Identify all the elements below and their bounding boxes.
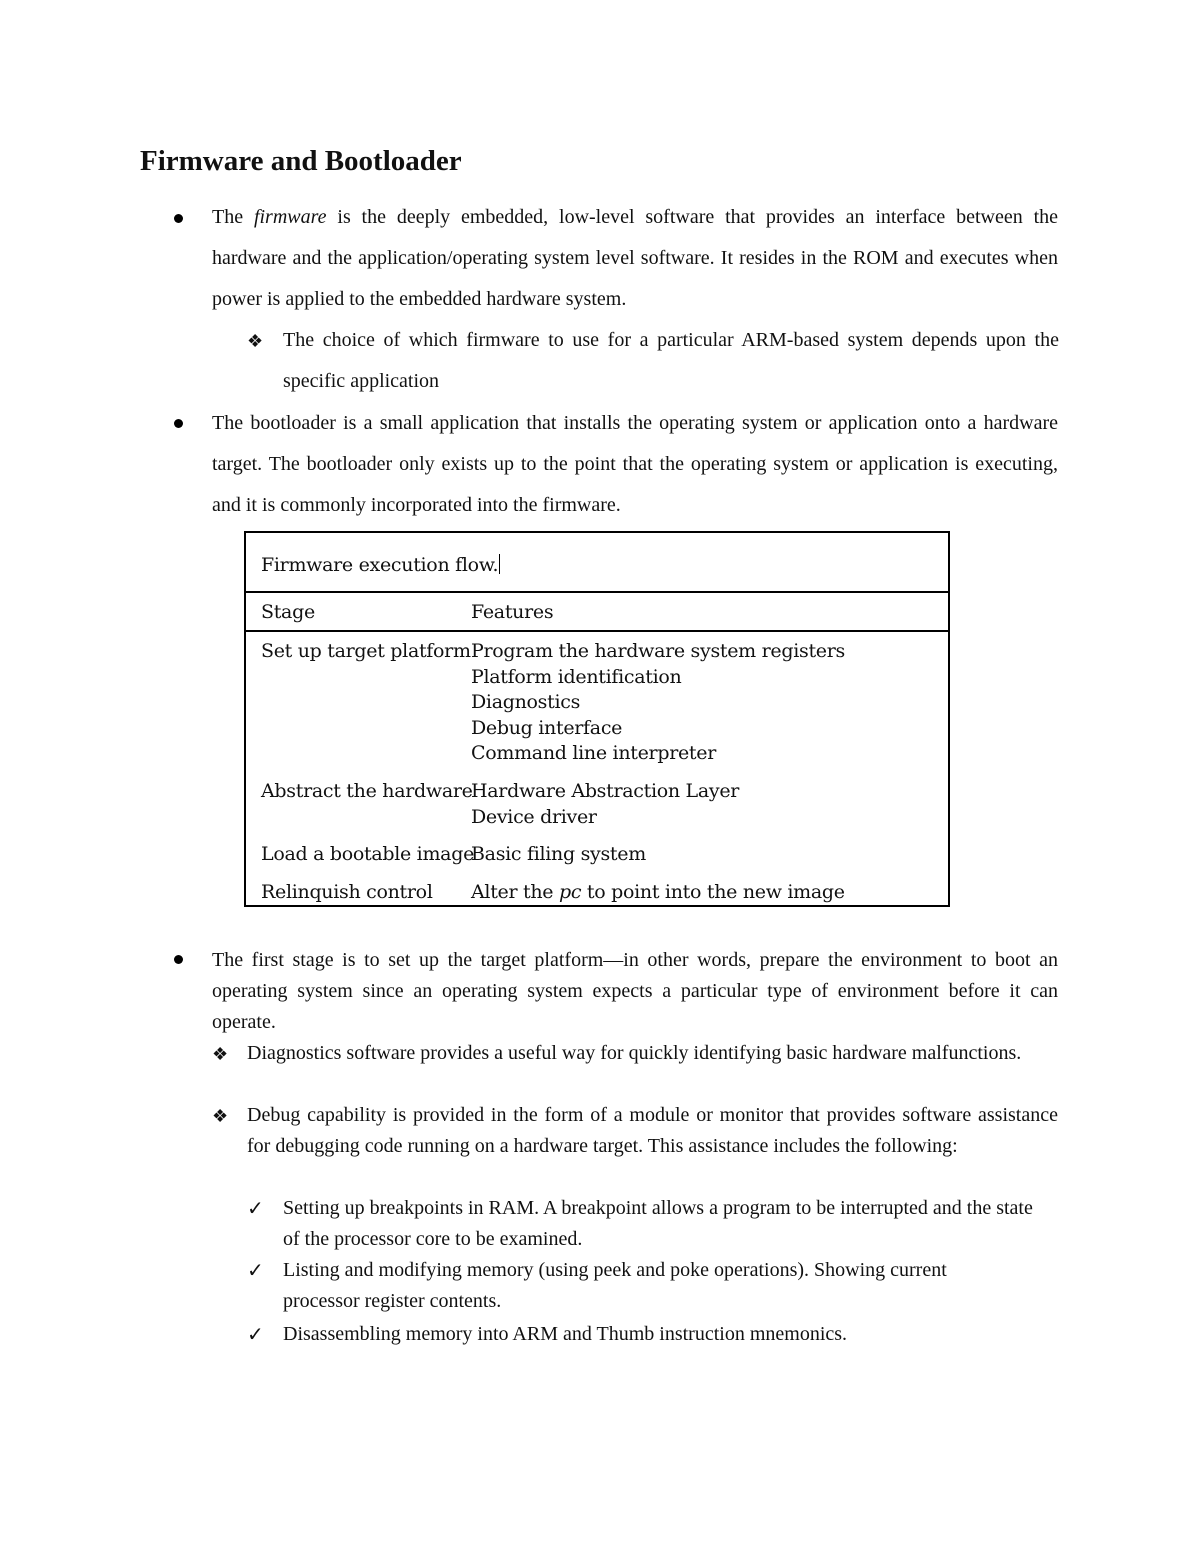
bullet-bootloader [212,403,1058,526]
feature-cell [471,880,845,906]
diagnostics-text: Diagnostics software provides a useful way for quickly identifying basic hardware malfunctions. [247,1042,1022,1064]
page-title: Firmware and Bootloader [140,145,462,177]
feature-cell [471,842,646,868]
bullet-firmware-sub-text: The choice of which firmware to use for a particular ARM-based system depends upon the specific application [283,329,1059,392]
bullet-dot [174,955,183,964]
checkmark-icon: ✓ [247,1260,264,1282]
feature-item: Platform identification [471,665,682,688]
feature-cell [471,639,845,767]
stage-cell: Relinquish control [261,881,433,903]
checkmark-icon: ✓ [247,1198,264,1220]
check-item [283,1193,1053,1255]
table-rule [246,630,948,632]
feature-text: Alter the [471,881,559,903]
checkmark-icon: ✓ [247,1324,264,1346]
feature-item: Basic filing system [471,843,646,865]
debug-item [247,1100,1058,1162]
bullet-firmware-post: is the deeply embedded, low-level software that provides an interface between the hardware and the application/operating system level software. It resides in the ROM and executes when power is applied to the embedded hardware system. [212,206,1059,310]
bullet-dot [174,214,183,223]
feature-text: to point into the new image [581,881,845,903]
diamond-bullet-icon: ❖ [212,1044,229,1064]
table-caption-text: Firmware execution flow. [261,554,499,576]
bullet-firmware [212,197,1058,320]
bullet-first-stage-text: The first stage is to set up the target platform—in other words, prepare the environment to boot an operating system since an operating system expects a particular type of environment before it can operate. [212,949,1058,1033]
text-cursor [499,554,500,574]
feature-item: Diagnostics [471,691,581,713]
header-stage: Stage [261,601,315,623]
check-item-text: Disassembling memory into ARM and Thumb instruction mnemonics. [283,1323,848,1345]
stage-cell: Abstract the hardware [261,780,473,802]
feature-item: Program the hardware system registers [471,640,845,662]
feature-item: Device driver [471,805,597,828]
firmware-term: firmware [253,206,327,228]
table-caption [261,554,500,576]
bullet-first-stage [212,945,1058,1038]
pc-term: pc [558,881,582,903]
check-item-text: Setting up breakpoints in RAM. A breakpoint allows a program to be interrupted and the state of the processor core to be examined. [283,1197,1033,1250]
feature-cell [471,779,739,830]
bullet-firmware-sub [283,320,1059,402]
diamond-bullet-icon: ❖ [247,331,264,351]
feature-item: Hardware Abstraction Layer [471,780,740,802]
check-item [283,1255,1003,1317]
table-rule [246,591,948,593]
bullet-firmware-pre: The [212,206,254,228]
feature-item: Command line interpreter [471,742,716,764]
debug-text: Debug capability is provided in the form of a module or monitor that provides software assistance for debugging code running on a hardware target. This assistance includes the following: [247,1104,1058,1157]
diagnostics-item [247,1038,1058,1069]
check-item [283,1319,1053,1350]
bullet-dot [174,419,183,428]
check-item-text: Listing and modifying memory (using peek and poke operations). Showing current processor register contents. [283,1259,947,1312]
bullet-bootloader-text: The bootloader is a small application that installs the operating system or application onto a hardware target. The bootloader only exists up to the point that the operating system or application is executing, and it is commonly incorporated into the firmware. [212,412,1058,516]
firmware-flow-table [244,531,950,907]
diamond-bullet-icon: ❖ [212,1106,229,1126]
stage-cell: Set up target platform [261,640,471,662]
header-features: Features [471,601,554,623]
feature-item: Debug interface [471,716,623,739]
stage-cell: Load a bootable image [261,843,475,865]
